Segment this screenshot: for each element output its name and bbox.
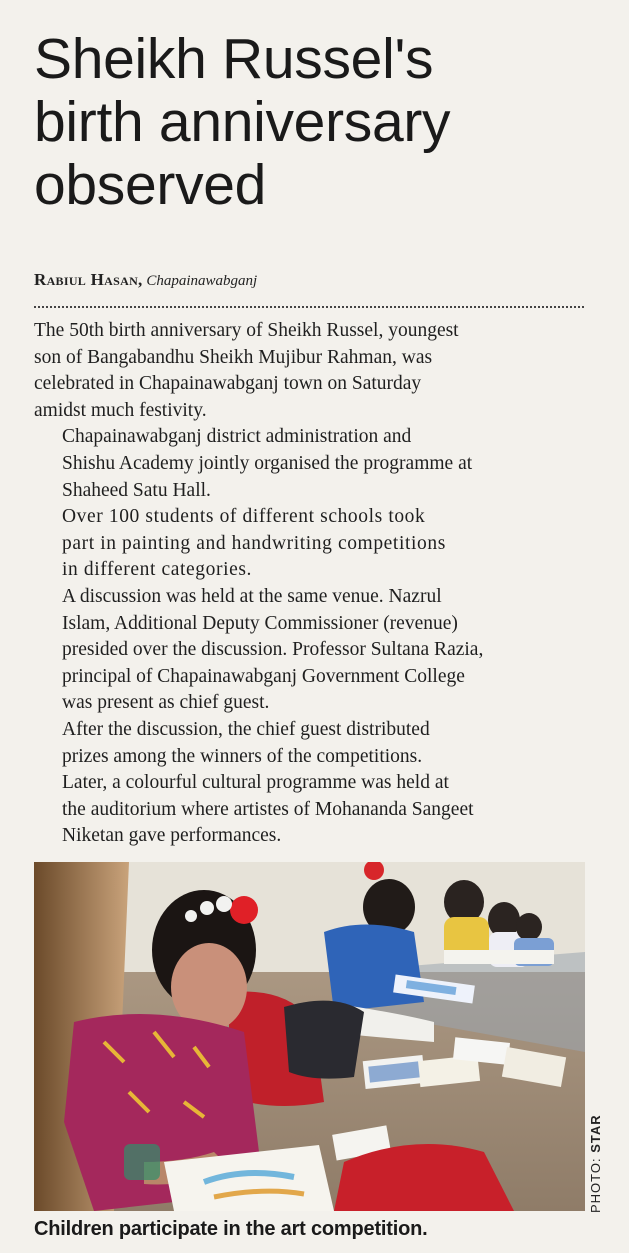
text-line: prizes among the winners of the competitions. [62, 745, 423, 767]
photo-credit [588, 1078, 608, 1213]
headline [34, 28, 614, 217]
text-line: Shaheed Satu Hall. [62, 479, 211, 501]
text-line: Niketan gave performances. [62, 825, 282, 847]
dotted-divider [34, 306, 584, 308]
text-line: presided over the discussion. Professor Sultana Razia, [62, 639, 484, 661]
article-body [34, 318, 594, 850]
byline [34, 270, 257, 290]
paragraph-3 [34, 504, 594, 584]
text-line: A discussion was held at the same venue. Nazrul [62, 585, 442, 607]
paragraph-5 [34, 717, 594, 770]
photo-illustration [34, 862, 585, 1211]
byline-author: Rabiul Hasan, [34, 270, 143, 289]
text-line: son of Bangabandhu Sheikh Mujibur Rahman, was [34, 346, 433, 368]
text-line: amidst much festivity. [34, 399, 207, 421]
text-line: celebrated in Chapainawabganj town on Saturday [34, 373, 422, 395]
byline-location: Chapainawabganj [146, 273, 258, 289]
paragraph-2 [34, 424, 594, 504]
text-line: in different categories. [62, 559, 253, 581]
text-line: Over 100 students of different schools took [62, 506, 426, 528]
text-line: Later, a colourful cultural programme was held at [62, 772, 449, 794]
headline-line: Sheikh Russel's [34, 27, 434, 91]
photo-credit-label: PHOTO: [588, 1152, 603, 1213]
paragraph-1 [34, 318, 594, 424]
text-line: part in painting and handwriting competitions [62, 532, 446, 554]
text-line: principal of Chapainawabganj Government College [62, 665, 465, 687]
headline-line: birth anniversary [34, 90, 451, 154]
text-line: Islam, Additional Deputy Commissioner (revenue) [62, 612, 458, 634]
text-line: the auditorium where artistes of Mohananda Sangeet [62, 798, 474, 820]
photo-caption: Children participate in the art competition. [34, 1218, 428, 1240]
headline-line: observed [34, 153, 267, 217]
text-line: After the discussion, the chief guest distributed [62, 718, 430, 740]
paragraph-4 [34, 584, 594, 717]
text-line: Shishu Academy jointly organised the programme at [62, 452, 473, 474]
paragraph-6 [34, 770, 594, 850]
text-line: The 50th birth anniversary of Sheikh Russel, youngest [34, 320, 459, 341]
text-line: Chapainawabganj district administration and [62, 426, 412, 448]
text-line: was present as chief guest. [62, 692, 270, 714]
article-photo [34, 862, 585, 1211]
photo-credit-source: STAR [588, 1114, 603, 1153]
